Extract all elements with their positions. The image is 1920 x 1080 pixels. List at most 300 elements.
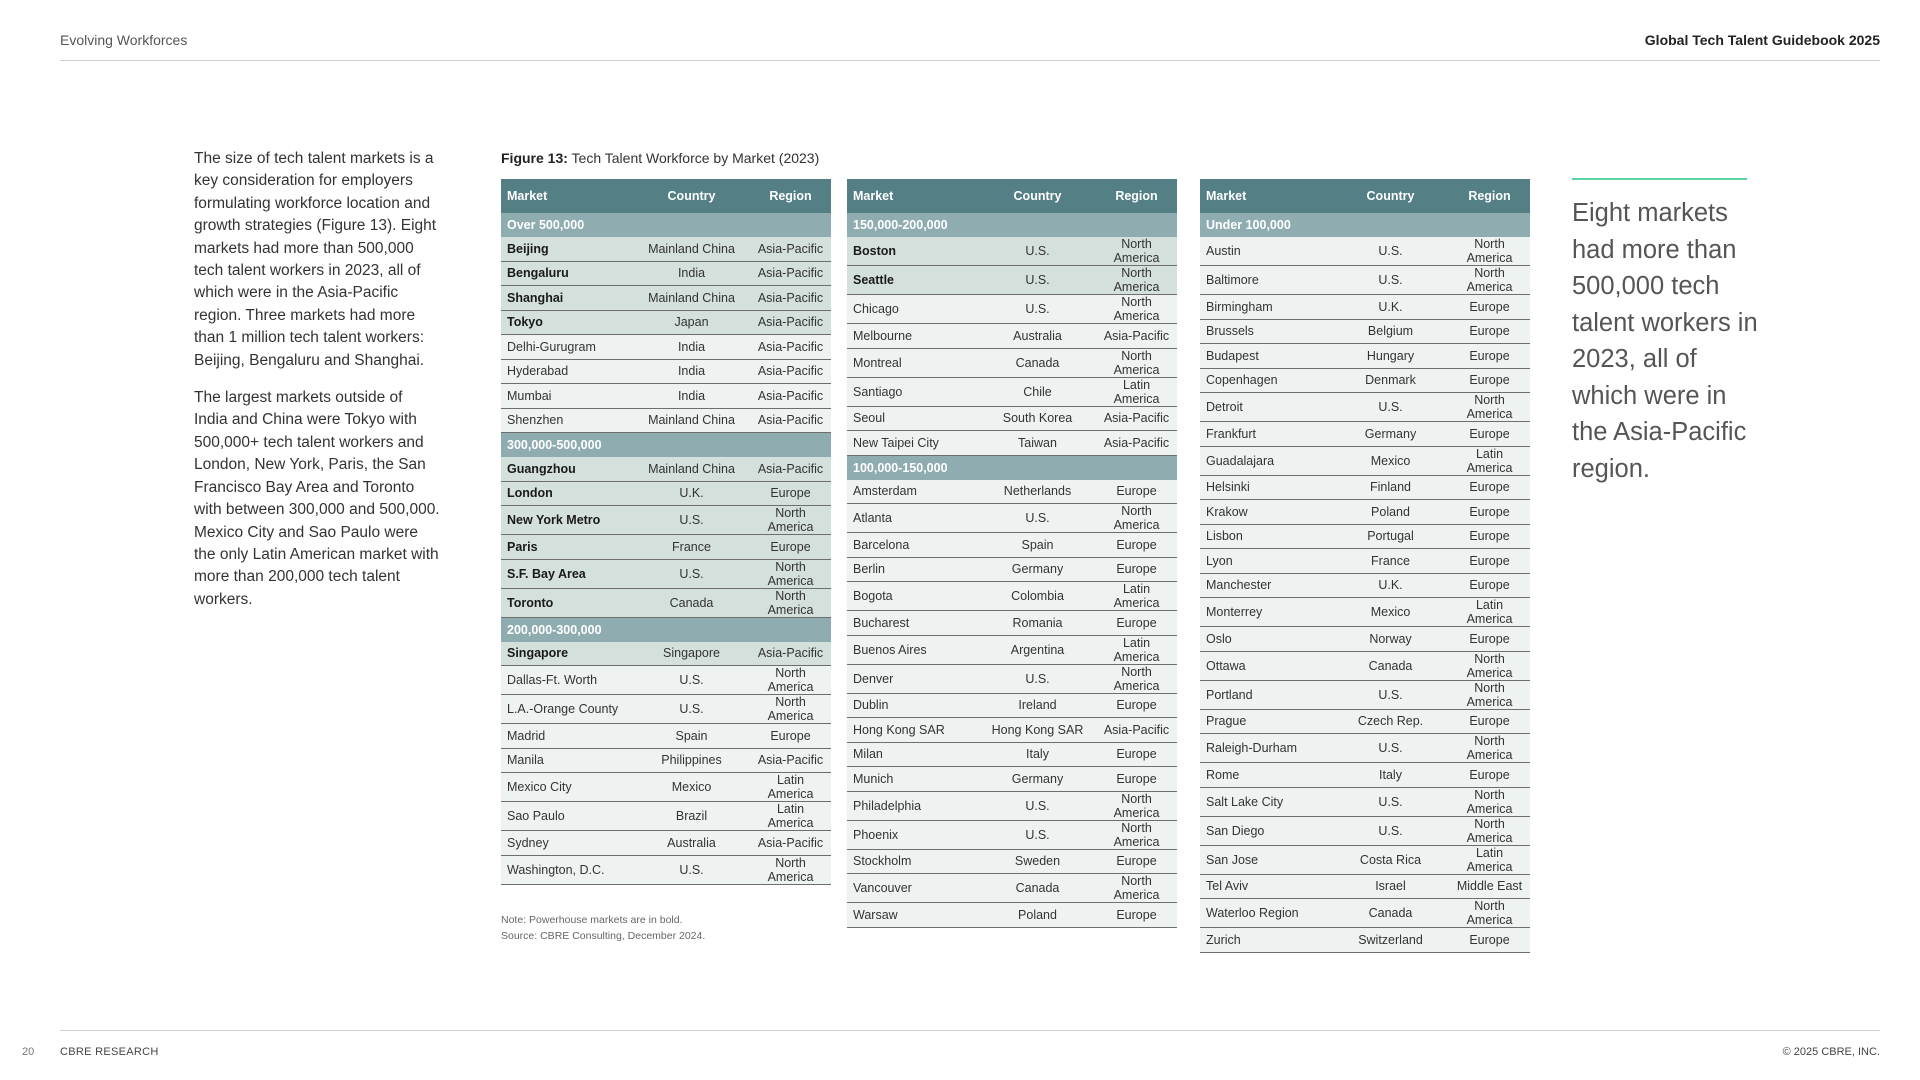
market-cell: Bengaluru bbox=[501, 261, 633, 286]
market-row bbox=[1200, 237, 1530, 266]
market-cell: Brussels bbox=[1200, 319, 1332, 344]
market-cell: Boston bbox=[847, 237, 979, 266]
market-cell: Munich bbox=[847, 767, 979, 792]
footer-copyright: © 2025 CBRE, INC. bbox=[1782, 1046, 1880, 1058]
country-cell: Australia bbox=[979, 324, 1096, 349]
region-cell: North America bbox=[1096, 874, 1177, 903]
country-cell: U.S. bbox=[979, 820, 1096, 849]
country-cell: Poland bbox=[1332, 500, 1449, 525]
region-cell: Europe bbox=[1096, 693, 1177, 718]
market-row bbox=[1200, 874, 1530, 899]
table-header-row bbox=[847, 179, 1177, 213]
market-row bbox=[501, 855, 831, 884]
market-cell: Dallas-Ft. Worth bbox=[501, 666, 633, 695]
market-cell: Shenzhen bbox=[501, 408, 633, 433]
country-cell: Hong Kong SAR bbox=[979, 718, 1096, 743]
country-cell: U.S. bbox=[979, 295, 1096, 324]
footer-divider bbox=[60, 1030, 1880, 1031]
country-cell: Switzerland bbox=[1332, 928, 1449, 953]
country-cell: Brazil bbox=[633, 802, 750, 831]
region-cell: Asia-Pacific bbox=[1096, 431, 1177, 456]
country-cell: Canada bbox=[979, 874, 1096, 903]
region-cell: North America bbox=[1096, 820, 1177, 849]
market-cell: San Jose bbox=[1200, 845, 1332, 874]
region-cell: North America bbox=[1449, 816, 1530, 845]
market-cell: Warsaw bbox=[847, 903, 979, 928]
country-cell: Chile bbox=[979, 377, 1096, 406]
country-cell: Germany bbox=[979, 557, 1096, 582]
region-cell: Asia-Pacific bbox=[750, 384, 831, 409]
country-cell: Japan bbox=[633, 310, 750, 335]
powerhouse-market-row bbox=[501, 457, 831, 481]
region-cell: Europe bbox=[1449, 524, 1530, 549]
market-row bbox=[1200, 573, 1530, 598]
country-cell: Mainland China bbox=[633, 408, 750, 433]
market-row bbox=[1200, 627, 1530, 652]
powerhouse-market-row bbox=[501, 310, 831, 335]
market-cell: Detroit bbox=[1200, 393, 1332, 422]
country-cell: Canada bbox=[1332, 651, 1449, 680]
market-cell: Mumbai bbox=[501, 384, 633, 409]
country-cell: Argentina bbox=[979, 635, 1096, 664]
market-row bbox=[847, 635, 1177, 664]
country-cell: India bbox=[633, 359, 750, 384]
region-cell: Asia-Pacific bbox=[750, 310, 831, 335]
market-cell: Barcelona bbox=[847, 533, 979, 558]
market-row bbox=[847, 791, 1177, 820]
region-cell: Asia-Pacific bbox=[750, 335, 831, 360]
market-cell: Prague bbox=[1200, 709, 1332, 734]
region-cell: Europe bbox=[1449, 344, 1530, 369]
market-cell: Phoenix bbox=[847, 820, 979, 849]
market-cell: Zurich bbox=[1200, 928, 1332, 953]
market-cell: Krakow bbox=[1200, 500, 1332, 525]
market-row bbox=[847, 767, 1177, 792]
market-cell: Philadelphia bbox=[847, 791, 979, 820]
page-number: 20 bbox=[22, 1046, 35, 1058]
market-row bbox=[1200, 422, 1530, 447]
region-cell: North America bbox=[1449, 393, 1530, 422]
market-cell: L.A.-Orange County bbox=[501, 695, 633, 724]
market-row bbox=[1200, 368, 1530, 393]
country-cell: Sweden bbox=[979, 849, 1096, 874]
market-row bbox=[847, 377, 1177, 406]
region-cell: North America bbox=[1449, 266, 1530, 295]
region-cell: Middle East bbox=[1449, 874, 1530, 899]
market-cell: Berlin bbox=[847, 557, 979, 582]
country-cell: South Korea bbox=[979, 406, 1096, 431]
country-cell: Germany bbox=[979, 767, 1096, 792]
country-cell: U.S. bbox=[1332, 734, 1449, 763]
market-row bbox=[847, 903, 1177, 928]
market-row bbox=[501, 384, 831, 409]
region-cell: Europe bbox=[1449, 475, 1530, 500]
market-row bbox=[1200, 816, 1530, 845]
region-cell: Europe bbox=[1096, 849, 1177, 874]
country-cell: U.S. bbox=[1332, 393, 1449, 422]
region-cell: Europe bbox=[1449, 422, 1530, 447]
market-row bbox=[847, 874, 1177, 903]
column-header-market: Market bbox=[501, 179, 633, 213]
market-row bbox=[1200, 709, 1530, 734]
country-cell: Norway bbox=[1332, 627, 1449, 652]
country-cell: Hungary bbox=[1332, 344, 1449, 369]
region-cell: Europe bbox=[1096, 611, 1177, 636]
region-cell: Asia-Pacific bbox=[750, 457, 831, 481]
table-header-row bbox=[1200, 179, 1530, 213]
market-row bbox=[1200, 549, 1530, 574]
market-row bbox=[1200, 266, 1530, 295]
powerhouse-market-row bbox=[847, 266, 1177, 295]
market-row bbox=[847, 348, 1177, 377]
country-cell: Taiwan bbox=[979, 431, 1096, 456]
region-cell: Europe bbox=[1096, 903, 1177, 928]
market-cell: Tokyo bbox=[501, 310, 633, 335]
market-cell: Frankfurt bbox=[1200, 422, 1332, 447]
market-row bbox=[1200, 651, 1530, 680]
market-cell: S.F. Bay Area bbox=[501, 559, 633, 588]
size-band-row bbox=[501, 433, 831, 458]
market-row bbox=[501, 335, 831, 360]
country-cell: India bbox=[633, 384, 750, 409]
pull-quote-rule bbox=[1572, 178, 1747, 180]
powerhouse-market-row bbox=[501, 286, 831, 311]
market-row bbox=[847, 406, 1177, 431]
powerhouse-market-row bbox=[501, 506, 831, 535]
market-cell: Seattle bbox=[847, 266, 979, 295]
region-cell: North America bbox=[1096, 348, 1177, 377]
market-cell: Toronto bbox=[501, 588, 633, 617]
country-cell: Netherlands bbox=[979, 480, 1096, 504]
country-cell: Ireland bbox=[979, 693, 1096, 718]
country-cell: Mexico bbox=[633, 773, 750, 802]
country-cell: U.S. bbox=[633, 695, 750, 724]
region-cell: Latin America bbox=[1096, 635, 1177, 664]
country-cell: Mexico bbox=[1332, 446, 1449, 475]
country-cell: U.K. bbox=[1332, 573, 1449, 598]
region-cell: Asia-Pacific bbox=[750, 408, 831, 433]
country-cell: U.S. bbox=[633, 855, 750, 884]
market-row bbox=[847, 611, 1177, 636]
size-band-label: Over 500,000 bbox=[501, 213, 831, 237]
market-cell: Helsinki bbox=[1200, 475, 1332, 500]
market-row bbox=[501, 831, 831, 856]
market-row bbox=[501, 802, 831, 831]
region-cell: North America bbox=[750, 506, 831, 535]
market-cell: Lyon bbox=[1200, 549, 1332, 574]
country-cell: U.S. bbox=[979, 266, 1096, 295]
market-cell: Paris bbox=[501, 535, 633, 560]
market-cell: Santiago bbox=[847, 377, 979, 406]
country-cell: Spain bbox=[633, 724, 750, 749]
market-cell: Bogota bbox=[847, 582, 979, 611]
country-cell: Italy bbox=[1332, 763, 1449, 788]
market-table-3 bbox=[1200, 179, 1530, 953]
size-band-row bbox=[847, 213, 1177, 237]
region-cell: North America bbox=[1449, 734, 1530, 763]
market-cell: Hyderabad bbox=[501, 359, 633, 384]
market-row bbox=[847, 324, 1177, 349]
market-cell: Bucharest bbox=[847, 611, 979, 636]
column-header-country: Country bbox=[633, 179, 750, 213]
market-row bbox=[847, 431, 1177, 456]
market-row bbox=[501, 773, 831, 802]
market-row bbox=[847, 742, 1177, 767]
market-cell: Waterloo Region bbox=[1200, 899, 1332, 928]
figure-caption: Tech Talent Workforce by Market (2023) bbox=[571, 150, 820, 166]
region-cell: Asia-Pacific bbox=[750, 748, 831, 773]
region-cell: Europe bbox=[1096, 742, 1177, 767]
country-cell: Germany bbox=[1332, 422, 1449, 447]
market-row bbox=[501, 408, 831, 433]
market-cell: Dublin bbox=[847, 693, 979, 718]
powerhouse-market-row bbox=[501, 559, 831, 588]
region-cell: North America bbox=[1449, 651, 1530, 680]
market-cell: Atlanta bbox=[847, 504, 979, 533]
country-cell: U.S. bbox=[1332, 816, 1449, 845]
powerhouse-market-row bbox=[501, 535, 831, 560]
country-cell: U.S. bbox=[1332, 237, 1449, 266]
country-cell: U.S. bbox=[979, 664, 1096, 693]
region-cell: Europe bbox=[750, 481, 831, 506]
powerhouse-market-row bbox=[847, 237, 1177, 266]
region-cell: Asia-Pacific bbox=[750, 642, 831, 666]
country-cell: U.S. bbox=[633, 506, 750, 535]
market-cell: Chicago bbox=[847, 295, 979, 324]
region-cell: Asia-Pacific bbox=[750, 286, 831, 311]
size-band-label: Under 100,000 bbox=[1200, 213, 1530, 237]
country-cell: U.S. bbox=[1332, 266, 1449, 295]
country-cell: India bbox=[633, 335, 750, 360]
market-cell: Singapore bbox=[501, 642, 633, 666]
market-cell: London bbox=[501, 481, 633, 506]
column-header-country: Country bbox=[979, 179, 1096, 213]
column-header-market: Market bbox=[1200, 179, 1332, 213]
region-cell: North America bbox=[750, 559, 831, 588]
region-cell: Europe bbox=[1449, 549, 1530, 574]
powerhouse-market-row bbox=[501, 642, 831, 666]
region-cell: Asia-Pacific bbox=[750, 359, 831, 384]
region-cell: North America bbox=[1096, 237, 1177, 266]
market-row bbox=[847, 820, 1177, 849]
region-cell: Europe bbox=[1449, 500, 1530, 525]
market-row bbox=[1200, 734, 1530, 763]
market-cell: Raleigh-Durham bbox=[1200, 734, 1332, 763]
market-row bbox=[847, 582, 1177, 611]
size-band-row bbox=[501, 617, 831, 642]
section-title: Evolving Workforces bbox=[60, 32, 188, 48]
market-cell: Stockholm bbox=[847, 849, 979, 874]
country-cell: Belgium bbox=[1332, 319, 1449, 344]
country-cell: U.S. bbox=[633, 666, 750, 695]
country-cell: Singapore bbox=[633, 642, 750, 666]
table-header-row bbox=[501, 179, 831, 213]
powerhouse-market-row bbox=[501, 588, 831, 617]
market-table-1 bbox=[501, 179, 831, 885]
note-text: Note: Powerhouse markets are in bold. bbox=[501, 914, 683, 926]
region-cell: Europe bbox=[1449, 627, 1530, 652]
market-cell: Birmingham bbox=[1200, 295, 1332, 320]
country-cell: Poland bbox=[979, 903, 1096, 928]
source-text: Source: CBRE Consulting, December 2024. bbox=[501, 930, 706, 942]
market-cell: Sydney bbox=[501, 831, 633, 856]
market-cell: Mexico City bbox=[501, 773, 633, 802]
powerhouse-market-row bbox=[501, 237, 831, 261]
market-row bbox=[501, 359, 831, 384]
region-cell: North America bbox=[1449, 787, 1530, 816]
paragraph-2: The largest markets outside of India and China were Tokyo with 500,000+ tech talent workers and London, New York, Paris, the San Francisco Bay Area and Toronto with between 300,000 and 500,000. Mexico City and Sao Paulo were the only Latin American market with more than 200,000 tech talent workers. bbox=[194, 389, 440, 608]
market-row bbox=[1200, 598, 1530, 627]
region-cell: Latin America bbox=[750, 802, 831, 831]
region-cell: Latin America bbox=[750, 773, 831, 802]
market-row bbox=[1200, 475, 1530, 500]
pull-quote: Eight markets had more than 500,000 tech talent workers in 2023, all of which were in the Asia-Pacific region. bbox=[1572, 199, 1758, 483]
region-cell: Europe bbox=[750, 724, 831, 749]
region-cell: North America bbox=[1096, 504, 1177, 533]
market-cell: Lisbon bbox=[1200, 524, 1332, 549]
country-cell: Australia bbox=[633, 831, 750, 856]
column-header-region: Region bbox=[1449, 179, 1530, 213]
market-cell: Denver bbox=[847, 664, 979, 693]
figure-title bbox=[501, 150, 819, 166]
market-cell: Guadalajara bbox=[1200, 446, 1332, 475]
page-footer bbox=[0, 1030, 1880, 1060]
country-cell: Colombia bbox=[979, 582, 1096, 611]
market-cell: San Diego bbox=[1200, 816, 1332, 845]
country-cell: Czech Rep. bbox=[1332, 709, 1449, 734]
market-cell: Milan bbox=[847, 742, 979, 767]
market-row bbox=[847, 849, 1177, 874]
region-cell: Latin America bbox=[1449, 598, 1530, 627]
country-cell: U.S. bbox=[1332, 787, 1449, 816]
country-cell: U.S. bbox=[1332, 680, 1449, 709]
market-table-2 bbox=[847, 179, 1177, 928]
market-row bbox=[847, 693, 1177, 718]
market-cell: Copenhagen bbox=[1200, 368, 1332, 393]
region-cell: Asia-Pacific bbox=[1096, 324, 1177, 349]
region-cell: North America bbox=[1096, 295, 1177, 324]
region-cell: Asia-Pacific bbox=[750, 831, 831, 856]
market-cell: Baltimore bbox=[1200, 266, 1332, 295]
market-cell: Hong Kong SAR bbox=[847, 718, 979, 743]
country-cell: Canada bbox=[633, 588, 750, 617]
country-cell: U.S. bbox=[633, 559, 750, 588]
market-row bbox=[1200, 319, 1530, 344]
country-cell: Mainland China bbox=[633, 457, 750, 481]
region-cell: Europe bbox=[1449, 709, 1530, 734]
region-cell: North America bbox=[1449, 237, 1530, 266]
powerhouse-market-row bbox=[501, 481, 831, 506]
market-cell: Seoul bbox=[847, 406, 979, 431]
market-cell: New Taipei City bbox=[847, 431, 979, 456]
country-cell: India bbox=[633, 261, 750, 286]
region-cell: Latin America bbox=[1449, 446, 1530, 475]
region-cell: Latin America bbox=[1096, 377, 1177, 406]
country-cell: France bbox=[1332, 549, 1449, 574]
market-cell: Manchester bbox=[1200, 573, 1332, 598]
size-band-label: 150,000-200,000 bbox=[847, 213, 1177, 237]
market-row bbox=[1200, 787, 1530, 816]
column-header-region: Region bbox=[1096, 179, 1177, 213]
country-cell: Costa Rica bbox=[1332, 845, 1449, 874]
market-cell: Guangzhou bbox=[501, 457, 633, 481]
market-cell: Budapest bbox=[1200, 344, 1332, 369]
region-cell: Europe bbox=[1449, 295, 1530, 320]
market-row bbox=[847, 718, 1177, 743]
region-cell: Europe bbox=[750, 535, 831, 560]
region-cell: Europe bbox=[1096, 557, 1177, 582]
market-row bbox=[1200, 845, 1530, 874]
figure-notes bbox=[501, 912, 705, 944]
market-cell: Delhi-Gurugram bbox=[501, 335, 633, 360]
market-cell: Monterrey bbox=[1200, 598, 1332, 627]
country-cell: Israel bbox=[1332, 874, 1449, 899]
region-cell: Europe bbox=[1449, 319, 1530, 344]
region-cell: Asia-Pacific bbox=[750, 261, 831, 286]
size-band-row bbox=[501, 213, 831, 237]
size-band-row bbox=[847, 455, 1177, 480]
market-row bbox=[1200, 295, 1530, 320]
region-cell: North America bbox=[1096, 664, 1177, 693]
market-cell: Oslo bbox=[1200, 627, 1332, 652]
size-band-label: 300,000-500,000 bbox=[501, 433, 831, 458]
market-cell: Manila bbox=[501, 748, 633, 773]
country-cell: Finland bbox=[1332, 475, 1449, 500]
region-cell: Latin America bbox=[1449, 845, 1530, 874]
market-cell: Rome bbox=[1200, 763, 1332, 788]
size-band-label: 100,000-150,000 bbox=[847, 455, 1177, 480]
region-cell: Europe bbox=[1449, 928, 1530, 953]
region-cell: Europe bbox=[1449, 368, 1530, 393]
country-cell: U.S. bbox=[979, 237, 1096, 266]
market-row bbox=[501, 724, 831, 749]
market-cell: New York Metro bbox=[501, 506, 633, 535]
column-header-market: Market bbox=[847, 179, 979, 213]
market-cell: Montreal bbox=[847, 348, 979, 377]
market-row bbox=[1200, 393, 1530, 422]
market-cell: Ottawa bbox=[1200, 651, 1332, 680]
market-cell: Portland bbox=[1200, 680, 1332, 709]
market-row bbox=[501, 748, 831, 773]
column-header-country: Country bbox=[1332, 179, 1449, 213]
region-cell: North America bbox=[1096, 266, 1177, 295]
market-row bbox=[847, 480, 1177, 504]
market-row bbox=[847, 557, 1177, 582]
region-cell: Europe bbox=[1449, 573, 1530, 598]
region-cell: North America bbox=[750, 588, 831, 617]
powerhouse-market-row bbox=[501, 261, 831, 286]
region-cell: North America bbox=[750, 666, 831, 695]
market-cell: Melbourne bbox=[847, 324, 979, 349]
market-cell: Sao Paulo bbox=[501, 802, 633, 831]
country-cell: Portugal bbox=[1332, 524, 1449, 549]
market-cell: Tel Aviv bbox=[1200, 874, 1332, 899]
market-row bbox=[1200, 763, 1530, 788]
market-row bbox=[1200, 344, 1530, 369]
market-row bbox=[1200, 446, 1530, 475]
page-header bbox=[60, 30, 1880, 61]
market-cell: Amsterdam bbox=[847, 480, 979, 504]
region-cell: Europe bbox=[1096, 767, 1177, 792]
market-row bbox=[847, 504, 1177, 533]
region-cell: Europe bbox=[1096, 533, 1177, 558]
region-cell: Europe bbox=[1096, 480, 1177, 504]
region-cell: North America bbox=[750, 695, 831, 724]
country-cell: U.S. bbox=[979, 504, 1096, 533]
market-row bbox=[847, 533, 1177, 558]
market-row bbox=[1200, 524, 1530, 549]
paragraph-1: The size of tech talent markets is a key consideration for employers formulating workforce location and growth strategies (Figure 13). Eight markets had more than 500,000 tech talent workers in 2023, all of which were in the Asia-Pacific region. Three markets had more than 1 million tech talent workers: Beijing, Bengaluru and Shanghai. bbox=[194, 150, 437, 369]
